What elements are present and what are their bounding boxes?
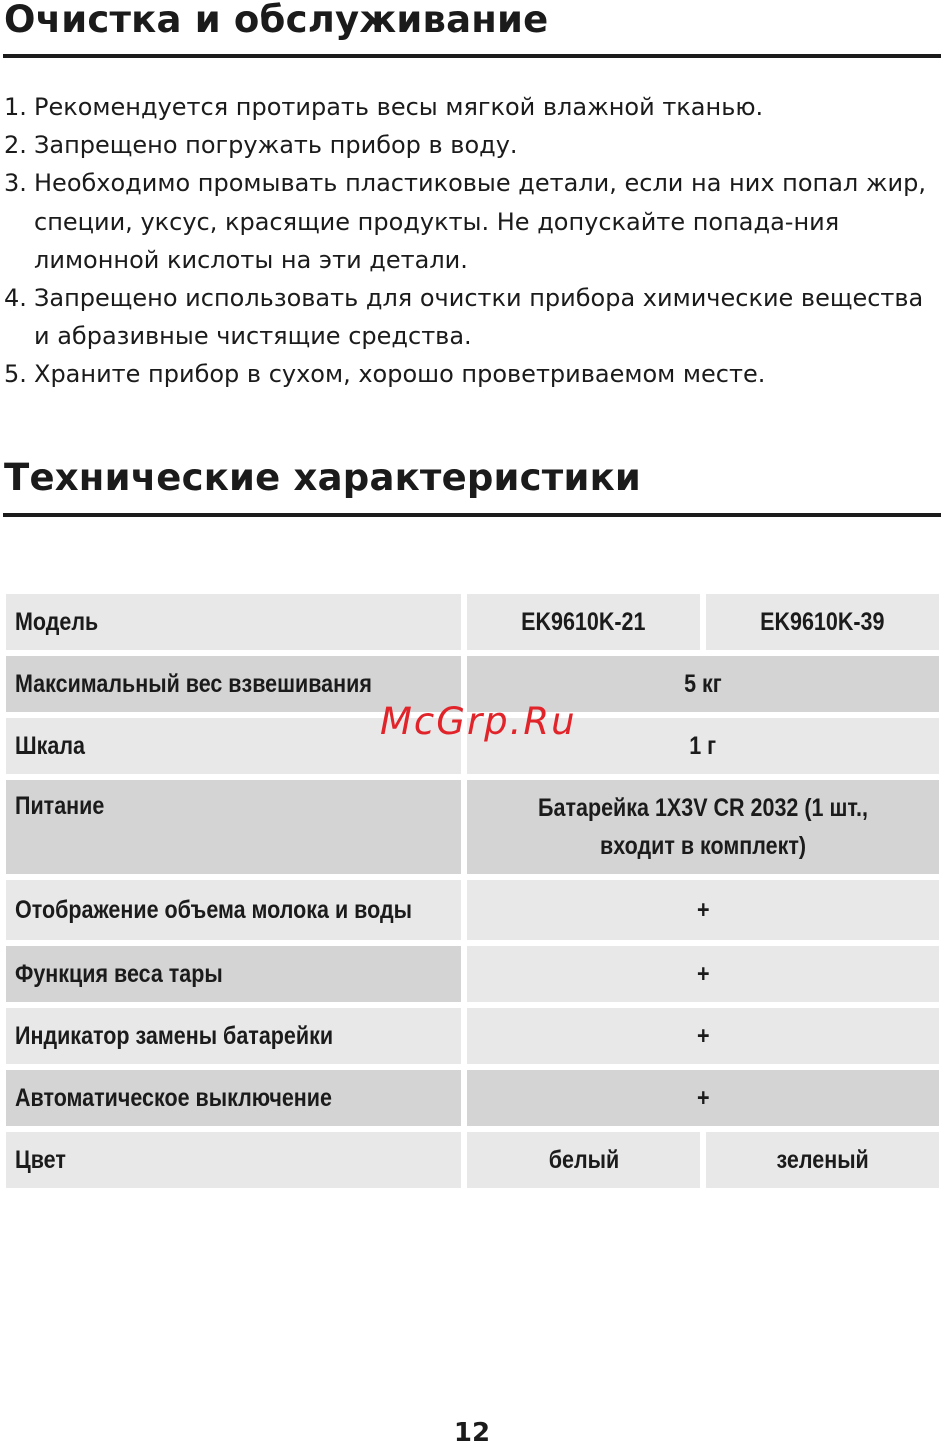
table-row-label-model: Модель — [6, 594, 461, 650]
list-item — [4, 355, 934, 393]
table-cell-battery-indicator: + — [467, 1008, 939, 1064]
table-cell-scale: 1 г — [467, 718, 939, 774]
table-row-label-color: Цвет — [6, 1132, 461, 1188]
list-item — [4, 164, 934, 279]
table-row-label-max-weight: Максимальный вес взвешивания — [6, 656, 461, 712]
list-item-text: Рекомендуется протирать весы мягкой влажной тканью. — [34, 93, 764, 121]
list-item-number: 1. — [4, 93, 27, 121]
table-cell-color-2: зеленый — [706, 1132, 939, 1188]
table-row-label-battery-indicator: Индикатор замены батарейки — [6, 1008, 461, 1064]
table-row-label-auto-off: Автоматическое выключение — [6, 1070, 461, 1126]
list-item — [4, 88, 934, 126]
list-item — [4, 126, 934, 164]
cleaning-title-divider — [3, 54, 941, 58]
specs-title-divider — [3, 513, 941, 517]
list-item-text: Храните прибор в сухом, хорошо проветриваемом месте. — [34, 360, 766, 389]
watermark-text: McGrp.Ru — [380, 700, 577, 743]
list-item-number: 4. — [4, 284, 27, 313]
table-cell-volume-display: + — [467, 880, 939, 940]
list-item — [4, 279, 934, 355]
page-number: 12 — [453, 1418, 491, 1448]
table-cell-max-weight: 5 кг — [467, 656, 939, 712]
list-item-number: 3. — [4, 169, 27, 198]
table-cell-tare: + — [467, 946, 939, 1002]
table-row-label-tare: Функция веса тары — [6, 946, 461, 1002]
list-item-text: Необходимо промывать пластиковые детали, если на них попал жир, специи, уксус, красящие продукты. Не допускайте попада-ния лимонной кислоты на эти детали. — [34, 169, 926, 274]
specs-section-title: Технические характеристики — [4, 456, 642, 499]
table-cell-color-1: белый — [467, 1132, 700, 1188]
cleaning-section-title: Очистка и обслуживание — [4, 0, 549, 41]
list-item-number: 2. — [4, 131, 27, 160]
table-cell-auto-off: + — [467, 1070, 939, 1126]
list-item-text: Запрещено погружать прибор в воду. — [34, 131, 518, 160]
list-item-text: Запрещено использовать для очистки прибора химические вещества и абразивные чистящие средства. — [34, 284, 924, 351]
table-row-label-scale: Шкала — [6, 718, 461, 774]
specifications-table — [6, 594, 938, 1188]
table-row-label-volume-display: Отображение объема молока и воды — [6, 880, 461, 940]
cleaning-instructions-list — [4, 88, 934, 394]
table-cell-power: Батарейка 1X3V CR 2032 (1 шт., входит в комплект) — [467, 780, 939, 874]
list-item-number: 5. — [4, 360, 27, 389]
table-row-label-power: Питание — [6, 780, 461, 874]
table-cell-model-1: EK9610K-21 — [467, 594, 700, 650]
table-cell-model-2: EK9610K-39 — [706, 594, 939, 650]
